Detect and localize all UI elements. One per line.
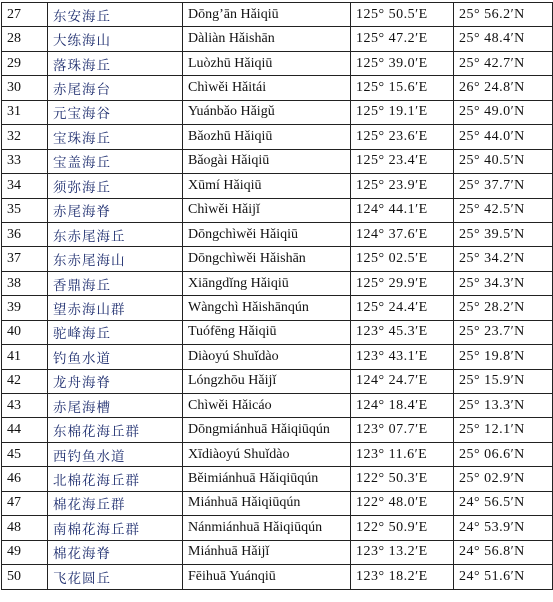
table-row (2, 76, 553, 100)
chinese-name-cell: 香鼎海丘 (48, 271, 183, 295)
row-number-cell: 44 (2, 418, 48, 442)
latitude-cell: 24° 56.5′N (454, 491, 553, 515)
chinese-name-cell: 赤尾海槽 (48, 394, 183, 418)
latitude-cell: 24° 56.8′N (454, 540, 553, 564)
table-row (2, 345, 553, 369)
latitude-cell: 25° 37.7′N (454, 174, 553, 198)
table-row (2, 51, 553, 75)
latitude-cell: 25° 39.5′N (454, 222, 553, 246)
table-row (2, 247, 553, 271)
pinyin-name-cell: Tuófēng Hǎiqiū (183, 320, 351, 344)
latitude-cell: 25° 48.4′N (454, 27, 553, 51)
row-number-cell: 29 (2, 51, 48, 75)
longitude-cell: 124° 18.4′E (351, 394, 454, 418)
row-number-cell: 48 (2, 516, 48, 540)
table-row (2, 565, 553, 589)
row-number-cell: 47 (2, 491, 48, 515)
chinese-name-cell: 北棉花海丘群 (48, 467, 183, 491)
row-number-cell: 41 (2, 345, 48, 369)
pinyin-name-cell: Luòzhū Hǎiqiū (183, 51, 351, 75)
chinese-name-cell: 南棉花海丘群 (48, 516, 183, 540)
latitude-cell: 25° 42.7′N (454, 51, 553, 75)
pinyin-name-cell: Miánhuā Hǎijǐ (183, 540, 351, 564)
row-number-cell: 46 (2, 467, 48, 491)
longitude-cell: 122° 50.3′E (351, 467, 454, 491)
pinyin-name-cell: Bǎogài Hǎiqiū (183, 149, 351, 173)
pinyin-name-cell: Chìwěi Hǎicáo (183, 394, 351, 418)
pinyin-name-cell: Wàngchì Hǎishānqún (183, 296, 351, 320)
latitude-cell: 25° 42.5′N (454, 198, 553, 222)
latitude-cell: 25° 49.0′N (454, 100, 553, 124)
latitude-cell: 25° 40.5′N (454, 149, 553, 173)
chinese-name-cell: 大练海山 (48, 27, 183, 51)
pinyin-name-cell: Dōngchìwěi Hǎiqiū (183, 222, 351, 246)
chinese-name-cell: 龙舟海脊 (48, 369, 183, 393)
pinyin-name-cell: Dōngmiánhuā Hǎiqiūqún (183, 418, 351, 442)
chinese-name-cell: 棉花海丘群 (48, 491, 183, 515)
row-number-cell: 32 (2, 125, 48, 149)
longitude-cell: 123° 11.6′E (351, 442, 454, 466)
row-number-cell: 39 (2, 296, 48, 320)
longitude-cell: 123° 07.7′E (351, 418, 454, 442)
row-number-cell: 45 (2, 442, 48, 466)
row-number-cell: 33 (2, 149, 48, 173)
chinese-name-cell: 须弥海丘 (48, 174, 183, 198)
chinese-name-cell: 赤尾海脊 (48, 198, 183, 222)
chinese-name-cell: 棉花海脊 (48, 540, 183, 564)
longitude-cell: 122° 50.9′E (351, 516, 454, 540)
chinese-name-cell: 飞花圆丘 (48, 565, 183, 589)
table-row (2, 540, 553, 564)
pinyin-name-cell: Dàliàn Hǎishān (183, 27, 351, 51)
pinyin-name-cell: Yuánbǎo Hǎigǔ (183, 100, 351, 124)
row-number-cell: 43 (2, 394, 48, 418)
longitude-cell: 125° 47.2′E (351, 27, 454, 51)
table-row (2, 491, 553, 515)
chinese-name-cell: 宝盖海丘 (48, 149, 183, 173)
longitude-cell: 124° 24.7′E (351, 369, 454, 393)
longitude-cell: 125° 02.5′E (351, 247, 454, 271)
latitude-cell: 25° 19.8′N (454, 345, 553, 369)
chinese-name-cell: 落珠海丘 (48, 51, 183, 75)
pinyin-name-cell: Miánhuā Hǎiqiūqún (183, 491, 351, 515)
table-row (2, 222, 553, 246)
table-row (2, 174, 553, 198)
chinese-name-cell: 东安海丘 (48, 3, 183, 27)
longitude-cell: 125° 19.1′E (351, 100, 454, 124)
row-number-cell: 40 (2, 320, 48, 344)
pinyin-name-cell: Dōngchìwěi Hǎishān (183, 247, 351, 271)
row-number-cell: 49 (2, 540, 48, 564)
chinese-name-cell: 钓鱼水道 (48, 345, 183, 369)
latitude-cell: 25° 15.9′N (454, 369, 553, 393)
chinese-name-cell: 东赤尾海山 (48, 247, 183, 271)
row-number-cell: 50 (2, 565, 48, 589)
chinese-name-cell: 宝珠海丘 (48, 125, 183, 149)
longitude-cell: 125° 23.9′E (351, 174, 454, 198)
pinyin-name-cell: Xīdiàoyú Shuǐdào (183, 442, 351, 466)
longitude-cell: 122° 48.0′E (351, 491, 454, 515)
latitude-cell: 24° 51.6′N (454, 565, 553, 589)
table-row (2, 198, 553, 222)
pinyin-name-cell: Fēihuā Yuánqiū (183, 565, 351, 589)
gazetteer-body (2, 3, 553, 590)
pinyin-name-cell: Chìwěi Hǎitái (183, 76, 351, 100)
longitude-cell: 124° 37.6′E (351, 222, 454, 246)
latitude-cell: 25° 34.2′N (454, 247, 553, 271)
latitude-cell: 25° 23.7′N (454, 320, 553, 344)
row-number-cell: 38 (2, 271, 48, 295)
row-number-cell: 34 (2, 174, 48, 198)
longitude-cell: 124° 44.1′E (351, 198, 454, 222)
row-number-cell: 28 (2, 27, 48, 51)
table-row (2, 467, 553, 491)
latitude-cell: 25° 34.3′N (454, 271, 553, 295)
latitude-cell: 25° 02.9′N (454, 467, 553, 491)
pinyin-name-cell: Dōng’ān Hǎiqiū (183, 3, 351, 27)
longitude-cell: 125° 24.4′E (351, 296, 454, 320)
table-row (2, 125, 553, 149)
latitude-cell: 25° 13.3′N (454, 394, 553, 418)
chinese-name-cell: 东棉花海丘群 (48, 418, 183, 442)
latitude-cell: 26° 24.8′N (454, 76, 553, 100)
row-number-cell: 37 (2, 247, 48, 271)
chinese-name-cell: 元宝海谷 (48, 100, 183, 124)
latitude-cell: 25° 06.6′N (454, 442, 553, 466)
table-row (2, 442, 553, 466)
row-number-cell: 36 (2, 222, 48, 246)
longitude-cell: 125° 29.9′E (351, 271, 454, 295)
row-number-cell: 35 (2, 198, 48, 222)
pinyin-name-cell: Nánmiánhuā Hǎiqiūqún (183, 516, 351, 540)
longitude-cell: 125° 50.5′E (351, 3, 454, 27)
longitude-cell: 125° 23.6′E (351, 125, 454, 149)
chinese-name-cell: 赤尾海台 (48, 76, 183, 100)
table-row (2, 369, 553, 393)
chinese-name-cell: 东赤尾海丘 (48, 222, 183, 246)
table-row (2, 271, 553, 295)
row-number-cell: 30 (2, 76, 48, 100)
latitude-cell: 25° 44.0′N (454, 125, 553, 149)
latitude-cell: 24° 53.9′N (454, 516, 553, 540)
latitude-cell: 25° 28.2′N (454, 296, 553, 320)
pinyin-name-cell: Diàoyú Shuǐdào (183, 345, 351, 369)
table-row (2, 296, 553, 320)
longitude-cell: 123° 18.2′E (351, 565, 454, 589)
latitude-cell: 25° 12.1′N (454, 418, 553, 442)
chinese-name-cell: 望赤海山群 (48, 296, 183, 320)
pinyin-name-cell: Lóngzhōu Hǎijǐ (183, 369, 351, 393)
row-number-cell: 31 (2, 100, 48, 124)
gazetteer-table (1, 2, 553, 590)
pinyin-name-cell: Běimiánhuā Hǎiqiūqún (183, 467, 351, 491)
row-number-cell: 42 (2, 369, 48, 393)
row-number-cell: 27 (2, 3, 48, 27)
table-row (2, 320, 553, 344)
longitude-cell: 125° 23.4′E (351, 149, 454, 173)
chinese-name-cell: 驼峰海丘 (48, 320, 183, 344)
latitude-cell: 25° 56.2′N (454, 3, 553, 27)
chinese-name-cell: 西钓鱼水道 (48, 442, 183, 466)
table-row (2, 516, 553, 540)
table-row (2, 27, 553, 51)
longitude-cell: 123° 43.1′E (351, 345, 454, 369)
pinyin-name-cell: Xiāngdǐng Hǎiqiū (183, 271, 351, 295)
table-row (2, 418, 553, 442)
pinyin-name-cell: Bǎozhū Hǎiqiū (183, 125, 351, 149)
pinyin-name-cell: Xūmí Hǎiqiū (183, 174, 351, 198)
table-row (2, 394, 553, 418)
pinyin-name-cell: Chìwěi Hǎijǐ (183, 198, 351, 222)
longitude-cell: 125° 15.6′E (351, 76, 454, 100)
longitude-cell: 125° 39.0′E (351, 51, 454, 75)
table-row (2, 100, 553, 124)
table-row (2, 149, 553, 173)
table-row (2, 3, 553, 27)
longitude-cell: 123° 13.2′E (351, 540, 454, 564)
longitude-cell: 123° 45.3′E (351, 320, 454, 344)
